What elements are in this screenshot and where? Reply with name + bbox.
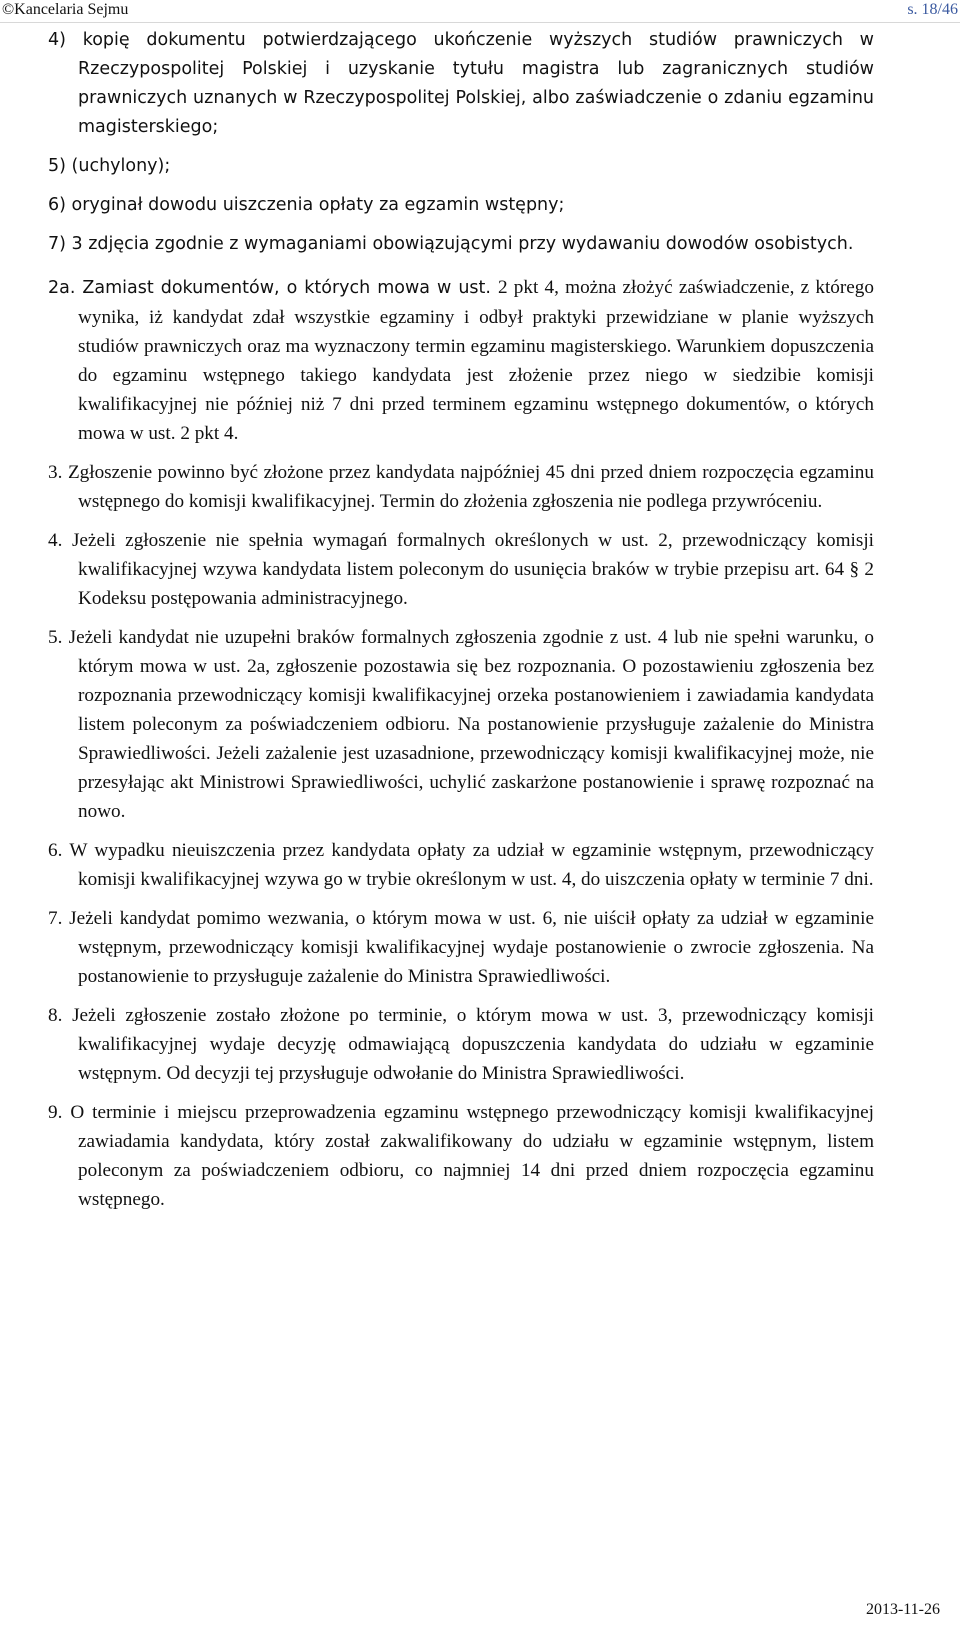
copyright-label: ©Kancelaria Sejmu <box>2 1 129 18</box>
paragraph-5: 5. Jeżeli kandydat nie uzupełni braków formalnych zgłoszenia zgodnie z ust. 4 lub nie spełni warunku, o którym mowa w ust. 2a, zgłoszenie pozostawia się bez rozpoznania. O pozostawieniu zgłoszenia bez rozpoznania przewodniczący komisji kwalifikacyjnej orzeka postanowieniem i zawiadamia kandydata listem poleconym za poświadczeniem odbioru. Na postanowienie przysługuje zażalenie do Ministra Sprawiedliwości. Jeżeli zażalenie jest uzasadnione, przewodniczący komisji kwalifikacyjnej może, nie przesyłając akt Ministrowi Sprawiedliwości, uchylić zaskarżone postanowienie i sprawę rozpoznać na nowo. <box>48 627 874 822</box>
list-item-4: 4) kopię dokumentu potwierdzającego ukończenie wyższych studiów prawniczych w Rzeczypospolitej Polskiej i uzyskanie tytułu magistra lub zagranicznych studiów prawniczych uznanych w Rzeczypospolitej Polskiej, albo zaświadczenie o zdaniu egzaminu magisterskiego; <box>48 30 874 137</box>
paragraph-2a-lead: 2a. Zamiast dokumentów, o których mowa w ust. <box>48 278 498 298</box>
paragraph-2a-rest: 2 pkt 4, można złożyć zaświadczenie, z którego wynika, iż kandydat zdał wszystkie egzaminy i odbył praktyki przewidziane w planie wyższych studiów prawniczych oraz ma wyznaczony termin egzaminu magisterskiego. Warunkiem dopuszczenia do egzaminu wstępnego takiego kandydata jest złożenie przez niego w siedzibie komisji kwalifikacyjnej nie później niż 7 dni przed terminem egzaminu wstępnego dokumentów, o których mowa w ust. 2 pkt 4. <box>78 277 874 444</box>
paragraph-2a <box>48 273 874 448</box>
page-number[interactable] <box>907 0 958 20</box>
list-item-7: 7) 3 zdjęcia zgodnie z wymaganiami obowiązującymi przy wydawaniu dowodów osobistych. <box>48 234 854 254</box>
paragraph-8: 8. Jeżeli zgłoszenie zostało złożone po terminie, o którym mowa w ust. 3, przewodniczący komisji kwalifikacyjnej wydaje decyzję odmawiającą dopuszczenia kandydata do udziału w egzaminie wstępnym. Od decyzji tej przysługuje odwołanie do Ministra Sprawiedliwości. <box>48 1005 874 1084</box>
page-header <box>0 0 960 23</box>
paragraph-6: 6. W wypadku nieuiszczenia przez kandydata opłaty za udział w egzaminie wstępnym, przewodniczący komisji kwalifikacyjnej wzywa go w trybie określonym w ust. 4, do uiszczenia opłaty w terminie 7 dni. <box>48 840 874 890</box>
paragraph-9: 9. O terminie i miejscu przeprowadzenia egzaminu wstępnego przewodniczący komisji kwalifikacyjnej zawiadamia kandydata, który został zakwalifikowany do udziału w egzaminie wstępnym, listem poleconym za poświadczeniem odbioru, co najmniej 14 dni przed dniem rozpoczęcia egzaminu wstępnego. <box>48 1102 874 1210</box>
paragraph-4: 4. Jeżeli zgłoszenie nie spełnia wymagań formalnych określonych w ust. 2, przewodniczący komisji kwalifikacyjnej wzywa kandydata listem poleconym do usunięcia braków w trybie przepisu art. 64 § 2 Kodeksu postępowania administracyjnego. <box>48 530 874 609</box>
footer-date: 2013-11-26 <box>865 1601 940 1618</box>
list-item-6: 6) oryginał dowodu uiszczenia opłaty za egzamin wstępny; <box>48 195 565 215</box>
document-body <box>48 22 874 1214</box>
paragraph-7: 7. Jeżeli kandydat pomimo wezwania, o którym mowa w ust. 6, nie uiścił opłaty za udział w egzaminie wstępnym, przewodniczący komisji kwalifikacyjnej wydaje postanowienie o zwrocie zgłoszenia. Na postanowienie to przysługuje zażalenie do Ministra Sprawiedliwości. <box>48 908 874 987</box>
paragraph-3: 3. Zgłoszenie powinno być złożone przez kandydata najpóźniej 45 dni przed dniem rozpoczęcia egzaminu wstępnego do komisji kwalifikacyjnej. Termin do złożenia zgłoszenia nie podlega przywróceniu. <box>48 462 874 512</box>
page-number-link[interactable]: s. 18/46 <box>907 1 958 18</box>
list-item-5: 5) (uchylony); <box>48 156 171 176</box>
